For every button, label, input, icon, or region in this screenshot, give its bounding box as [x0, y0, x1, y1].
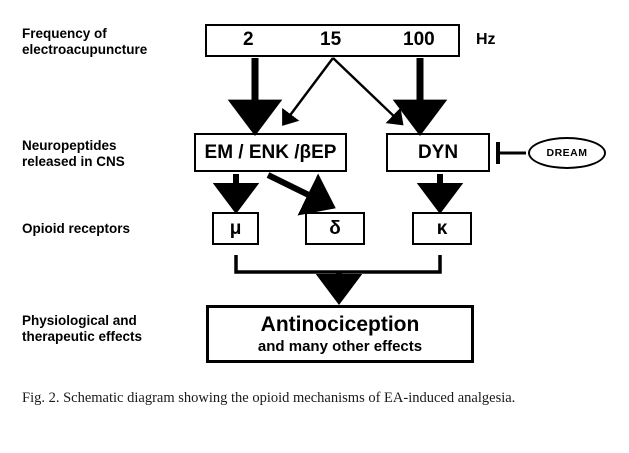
row-label-frequency-line2: electroacupuncture: [22, 42, 148, 57]
frequency-value-2: 2: [243, 29, 254, 50]
node-outcome: [206, 305, 474, 363]
node-receptor-delta: δ: [305, 212, 365, 245]
arrow-em-to-delta: [268, 175, 325, 203]
row-label-neuropeptides: [22, 138, 197, 170]
figure-caption: [22, 388, 582, 409]
node-receptor-kappa: κ: [412, 212, 472, 245]
row-label-frequency-line1: Frequency of: [22, 26, 107, 41]
convergence-bracket: [236, 255, 440, 272]
figure-caption-line1: Fig. 2. Schematic diagram showing the opioid mechanisms of EA-induced: [22, 390, 455, 406]
frequency-value-15: 15: [320, 29, 342, 50]
row-label-opioid-receptors: Opioid receptors: [22, 221, 131, 236]
row-label-effects-line2: therapeutic effects: [22, 329, 143, 344]
frequency-value-100: 100: [403, 29, 435, 50]
figure-caption-line2: analgesia.: [457, 390, 516, 406]
node-dream: DREAM: [528, 137, 606, 169]
row-label-neuropeptides-line2: released in CNS: [22, 154, 125, 169]
node-em-enk-bep: EM / ENK /βEP: [194, 133, 347, 172]
row-label-effects-line1: Physiological and: [22, 313, 137, 328]
node-receptor-mu: μ: [212, 212, 259, 245]
outcome-main-label: Antinociception: [260, 313, 420, 336]
arrow-15hz-to-dyn: [333, 58, 400, 122]
node-dyn: DYN: [386, 133, 490, 172]
row-label-effects: [22, 313, 197, 345]
frequency-unit-label: Hz: [476, 31, 496, 48]
row-label-neuropeptides-line1: Neuropeptides: [22, 138, 117, 153]
outcome-sub-label: and many other effects: [257, 338, 423, 355]
row-label-frequency: [22, 26, 197, 58]
arrow-15hz-to-em: [285, 58, 333, 122]
